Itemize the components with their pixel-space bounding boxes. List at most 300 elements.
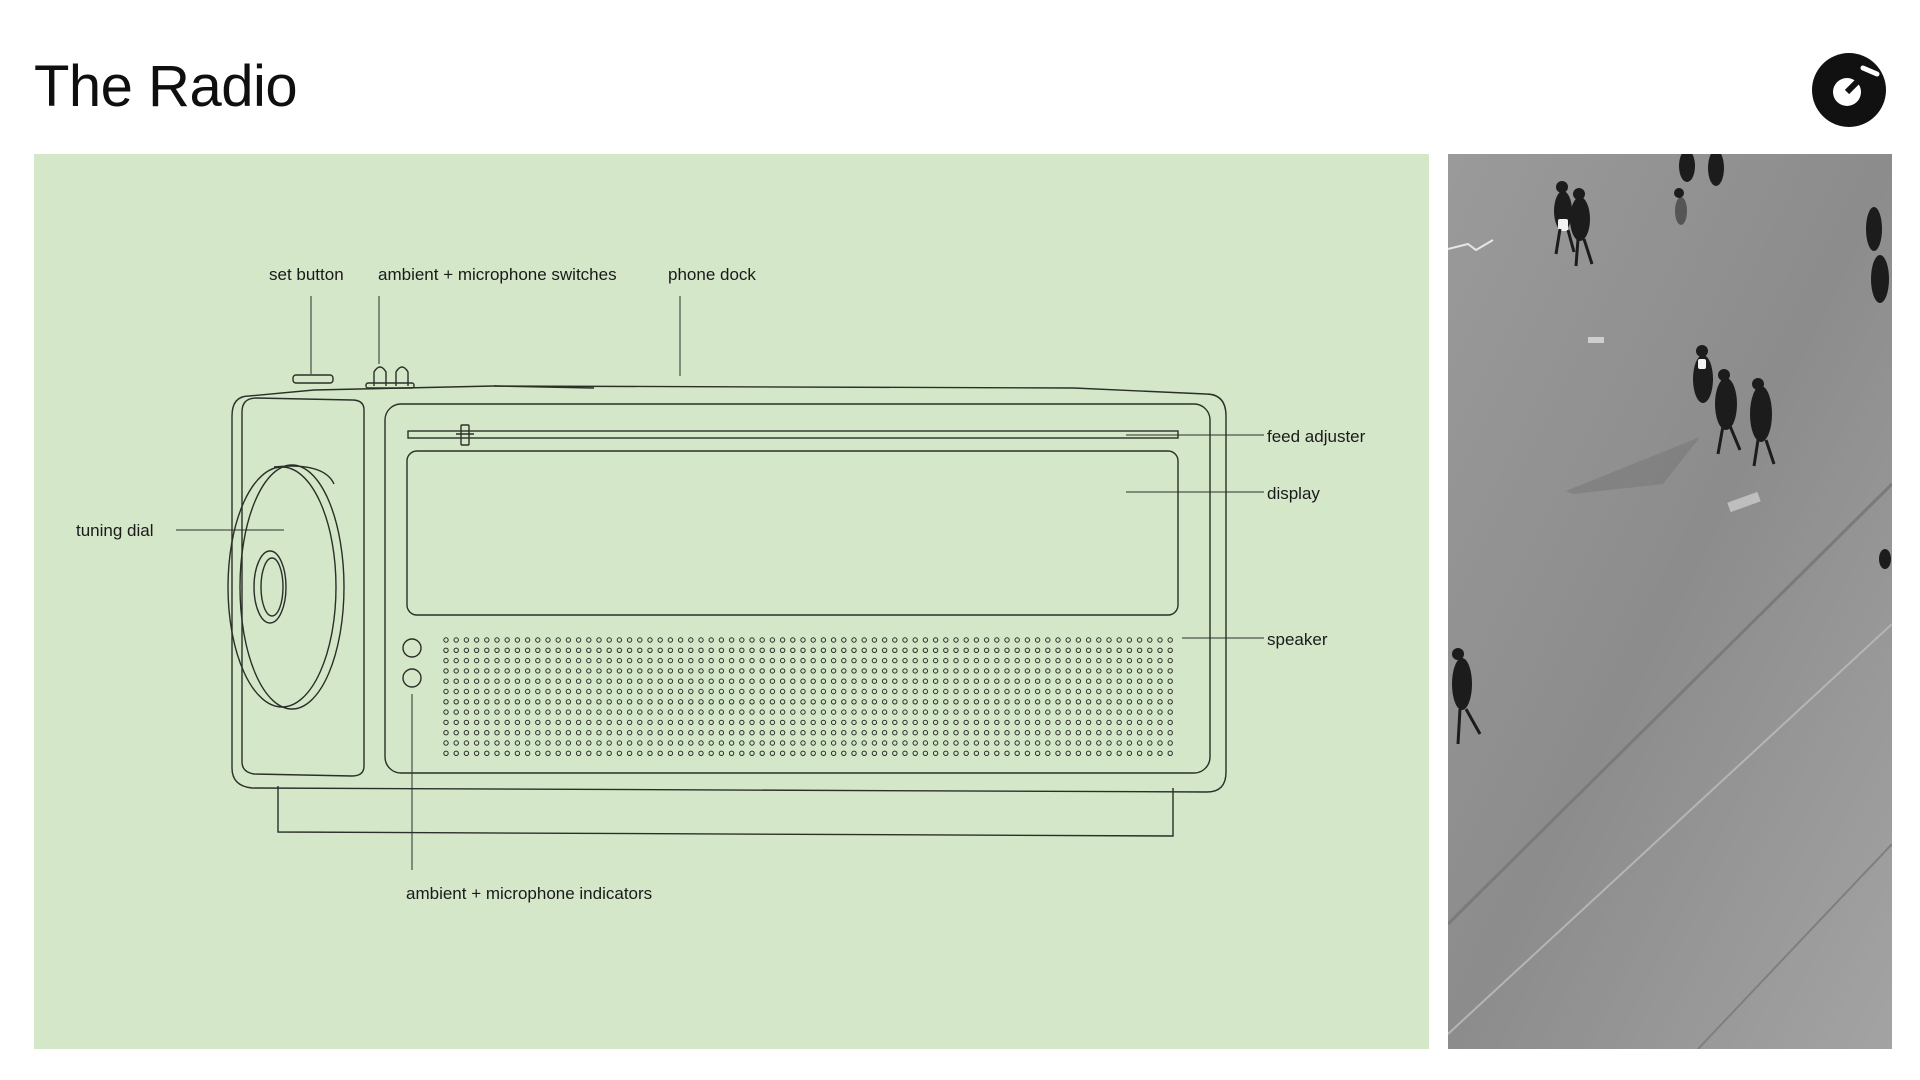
speaker-hole (627, 679, 631, 683)
speaker-hole (933, 648, 937, 652)
speaker-hole (515, 679, 519, 683)
speaker-hole (546, 689, 550, 693)
speaker-hole (648, 731, 652, 735)
speaker-hole (974, 751, 978, 755)
speaker-hole (995, 648, 999, 652)
speaker-hole (464, 700, 468, 704)
speaker-hole (1137, 669, 1141, 673)
speaker-hole (474, 648, 478, 652)
speaker-hole (1025, 710, 1029, 714)
speaker-hole (709, 731, 713, 735)
speaker-hole (719, 700, 723, 704)
speaker-hole (944, 751, 948, 755)
speaker-hole (1035, 741, 1039, 745)
speaker-hole (893, 658, 897, 662)
speaker-hole (893, 710, 897, 714)
speaker-hole (944, 679, 948, 683)
speaker-hole (597, 679, 601, 683)
speaker-hole (556, 669, 560, 673)
speaker-hole (587, 700, 591, 704)
speaker-hole (617, 689, 621, 693)
speaker-hole (556, 731, 560, 735)
speaker-hole (984, 648, 988, 652)
speaker-hole (740, 638, 744, 642)
speaker-hole (566, 689, 570, 693)
speaker-hole (811, 648, 815, 652)
speaker-hole (546, 638, 550, 642)
speaker-hole (1158, 669, 1162, 673)
speaker-hole (658, 731, 662, 735)
speaker-hole (1137, 720, 1141, 724)
speaker-hole (984, 751, 988, 755)
speaker-hole (821, 731, 825, 735)
speaker-hole (923, 720, 927, 724)
speaker-hole (750, 669, 754, 673)
speaker-hole (485, 648, 489, 652)
speaker-hole (444, 700, 448, 704)
speaker-hole (1097, 679, 1101, 683)
speaker-hole (893, 679, 897, 683)
speaker-hole (454, 710, 458, 714)
speaker-hole (1097, 731, 1101, 735)
speaker-hole (944, 689, 948, 693)
speaker-hole (1035, 689, 1039, 693)
speaker-hole (1046, 689, 1050, 693)
speaker-hole (658, 751, 662, 755)
speaker-hole (1025, 648, 1029, 652)
speaker-hole (974, 638, 978, 642)
speaker-hole (709, 648, 713, 652)
speaker-hole (525, 669, 529, 673)
speaker-hole (740, 720, 744, 724)
speaker-hole (872, 751, 876, 755)
speaker-hole (831, 731, 835, 735)
speaker-hole (627, 720, 631, 724)
speaker-hole (995, 700, 999, 704)
speaker-hole (607, 658, 611, 662)
speaker-hole (842, 720, 846, 724)
speaker-hole (536, 658, 540, 662)
speaker-hole (729, 689, 733, 693)
speaker-hole (1086, 689, 1090, 693)
speaker-hole (1035, 638, 1039, 642)
speaker-hole (699, 648, 703, 652)
speaker-hole (1086, 658, 1090, 662)
speaker-hole (760, 679, 764, 683)
speaker-hole (678, 751, 682, 755)
speaker-hole (821, 700, 825, 704)
speaker-hole (750, 751, 754, 755)
speaker-hole (505, 658, 509, 662)
speaker-hole (1015, 679, 1019, 683)
speaker-hole (699, 658, 703, 662)
speaker-hole (1107, 700, 1111, 704)
speaker-hole (933, 710, 937, 714)
speaker-hole (617, 638, 621, 642)
speaker-hole (1127, 669, 1131, 673)
speaker-hole (525, 638, 529, 642)
speaker-hole (811, 658, 815, 662)
speaker-hole (791, 710, 795, 714)
speaker-hole (474, 638, 478, 642)
speaker-hole (1158, 679, 1162, 683)
speaker-hole (1005, 638, 1009, 642)
speaker-hole (1127, 689, 1131, 693)
speaker-hole (740, 751, 744, 755)
speaker-hole (648, 700, 652, 704)
speaker-hole (872, 720, 876, 724)
speaker-hole (709, 679, 713, 683)
speaker-hole (1168, 669, 1172, 673)
speaker-hole (882, 700, 886, 704)
speaker-hole (780, 741, 784, 745)
speaker-hole (1076, 720, 1080, 724)
speaker-hole (760, 638, 764, 642)
speaker-hole (699, 751, 703, 755)
speaker-hole (964, 700, 968, 704)
speaker-hole (1066, 638, 1070, 642)
speaker-hole (587, 751, 591, 755)
speaker-hole (852, 710, 856, 714)
speaker-hole (964, 658, 968, 662)
speaker-hole (1015, 741, 1019, 745)
speaker-hole (893, 720, 897, 724)
speaker-hole (984, 710, 988, 714)
speaker-hole (709, 658, 713, 662)
speaker-hole (740, 658, 744, 662)
speaker-hole (1035, 669, 1039, 673)
speaker-hole (1117, 741, 1121, 745)
speaker-hole (648, 669, 652, 673)
speaker-hole (944, 658, 948, 662)
speaker-hole (525, 658, 529, 662)
speaker-hole (525, 731, 529, 735)
speaker-hole (699, 700, 703, 704)
speaker-hole (1076, 751, 1080, 755)
callout-feed-adjuster: feed adjuster (1267, 427, 1366, 446)
speaker-hole (913, 648, 917, 652)
speaker-hole (607, 679, 611, 683)
speaker-hole (862, 741, 866, 745)
speaker-hole (862, 710, 866, 714)
speaker-hole (913, 658, 917, 662)
speaker-hole (1137, 700, 1141, 704)
speaker-hole (536, 731, 540, 735)
speaker-hole (1107, 669, 1111, 673)
speaker-hole (974, 669, 978, 673)
speaker-hole (984, 720, 988, 724)
speaker-hole (1005, 741, 1009, 745)
speaker-hole (791, 700, 795, 704)
speaker-hole (770, 720, 774, 724)
speaker-hole (893, 648, 897, 652)
speaker-hole (627, 658, 631, 662)
speaker-hole (944, 648, 948, 652)
speaker-hole (933, 751, 937, 755)
speaker-hole (576, 689, 580, 693)
speaker-hole (444, 751, 448, 755)
speaker-hole (638, 679, 642, 683)
speaker-grille (444, 638, 1173, 756)
speaker-hole (1035, 720, 1039, 724)
speaker-hole (933, 700, 937, 704)
speaker-hole (831, 720, 835, 724)
speaker-hole (485, 669, 489, 673)
speaker-hole (872, 679, 876, 683)
speaker-hole (923, 669, 927, 673)
speaker-hole (495, 658, 499, 662)
speaker-hole (1046, 720, 1050, 724)
speaker-hole (566, 648, 570, 652)
speaker-hole (1137, 751, 1141, 755)
speaker-hole (617, 669, 621, 673)
speaker-hole (1107, 751, 1111, 755)
indicator-ambient (403, 639, 421, 657)
speaker-hole (1107, 720, 1111, 724)
speaker-hole (821, 658, 825, 662)
speaker-hole (556, 679, 560, 683)
speaker-hole (903, 648, 907, 652)
speaker-hole (587, 679, 591, 683)
speaker-hole (597, 648, 601, 652)
speaker-hole (933, 638, 937, 642)
speaker-hole (515, 741, 519, 745)
speaker-hole (729, 720, 733, 724)
speaker-hole (719, 689, 723, 693)
speaker-hole (719, 720, 723, 724)
speaker-hole (719, 679, 723, 683)
speaker-hole (740, 700, 744, 704)
speaker-hole (903, 679, 907, 683)
speaker-hole (923, 689, 927, 693)
speaker-hole (1107, 741, 1111, 745)
speaker-hole (842, 741, 846, 745)
speaker-hole (546, 731, 550, 735)
speaker-hole (801, 648, 805, 652)
speaker-hole (495, 710, 499, 714)
speaker-hole (566, 658, 570, 662)
speaker-hole (1025, 679, 1029, 683)
speaker-hole (770, 658, 774, 662)
speaker-hole (505, 741, 509, 745)
speaker-hole (668, 658, 672, 662)
speaker-hole (1086, 638, 1090, 642)
speaker-hole (831, 679, 835, 683)
speaker-hole (923, 658, 927, 662)
speaker-hole (1086, 741, 1090, 745)
speaker-hole (709, 741, 713, 745)
speaker-hole (944, 638, 948, 642)
speaker-hole (944, 700, 948, 704)
speaker-hole (1066, 679, 1070, 683)
speaker-hole (566, 751, 570, 755)
speaker-hole (566, 741, 570, 745)
speaker-hole (740, 741, 744, 745)
speaker-hole (1066, 751, 1070, 755)
speaker-hole (658, 700, 662, 704)
speaker-hole (842, 710, 846, 714)
speaker-hole (495, 751, 499, 755)
speaker-hole (1046, 741, 1050, 745)
speaker-hole (964, 731, 968, 735)
callout-speaker: speaker (1267, 630, 1328, 649)
speaker-hole (862, 720, 866, 724)
speaker-hole (831, 751, 835, 755)
speaker-hole (995, 751, 999, 755)
speaker-hole (923, 751, 927, 755)
speaker-hole (1035, 710, 1039, 714)
speaker-hole (995, 638, 999, 642)
speaker-hole (464, 731, 468, 735)
speaker-hole (525, 751, 529, 755)
speaker-hole (719, 648, 723, 652)
speaker-hole (1005, 720, 1009, 724)
speaker-hole (923, 731, 927, 735)
speaker-hole (801, 638, 805, 642)
speaker-hole (607, 720, 611, 724)
speaker-hole (689, 658, 693, 662)
speaker-hole (464, 648, 468, 652)
speaker-hole (1046, 679, 1050, 683)
speaker-hole (536, 679, 540, 683)
speaker-hole (862, 731, 866, 735)
speaker-hole (913, 741, 917, 745)
speaker-hole (1097, 700, 1101, 704)
speaker-hole (485, 638, 489, 642)
speaker-hole (801, 731, 805, 735)
speaker-hole (729, 731, 733, 735)
speaker-hole (1107, 710, 1111, 714)
speaker-hole (1148, 700, 1152, 704)
speaker-hole (464, 679, 468, 683)
speaker-hole (505, 710, 509, 714)
speaker-hole (872, 648, 876, 652)
speaker-hole (546, 648, 550, 652)
speaker-hole (1005, 710, 1009, 714)
speaker-hole (780, 638, 784, 642)
speaker-hole (638, 638, 642, 642)
speaker-hole (995, 741, 999, 745)
speaker-hole (566, 638, 570, 642)
speaker-hole (954, 741, 958, 745)
speaker-hole (678, 700, 682, 704)
feed-adjuster-rail (408, 431, 1178, 438)
speaker-hole (821, 741, 825, 745)
speaker-hole (780, 648, 784, 652)
speaker-hole (791, 751, 795, 755)
speaker-hole (1158, 710, 1162, 714)
speaker-hole (882, 710, 886, 714)
speaker-hole (648, 751, 652, 755)
speaker-hole (515, 710, 519, 714)
speaker-hole (1015, 720, 1019, 724)
speaker-hole (678, 638, 682, 642)
speaker-hole (1066, 710, 1070, 714)
speaker-hole (852, 648, 856, 652)
speaker-hole (995, 720, 999, 724)
speaker-hole (1035, 731, 1039, 735)
speaker-hole (842, 751, 846, 755)
speaker-hole (485, 731, 489, 735)
speaker-hole (1025, 731, 1029, 735)
speaker-hole (678, 679, 682, 683)
speaker-hole (862, 669, 866, 673)
speaker-hole (852, 658, 856, 662)
speaker-hole (903, 689, 907, 693)
speaker-hole (1056, 720, 1060, 724)
speaker-hole (872, 700, 876, 704)
speaker-hole (617, 658, 621, 662)
speaker-hole (760, 741, 764, 745)
speaker-hole (974, 658, 978, 662)
speaker-hole (525, 679, 529, 683)
speaker-hole (780, 720, 784, 724)
speaker-hole (1005, 679, 1009, 683)
speaker-hole (740, 710, 744, 714)
speaker-hole (740, 731, 744, 735)
speaker-hole (689, 679, 693, 683)
speaker-hole (515, 648, 519, 652)
speaker-hole (597, 689, 601, 693)
speaker-hole (689, 751, 693, 755)
speaker-hole (882, 669, 886, 673)
speaker-hole (1168, 638, 1172, 642)
speaker-hole (862, 700, 866, 704)
speaker-hole (1117, 658, 1121, 662)
speaker-hole (546, 669, 550, 673)
speaker-hole (923, 648, 927, 652)
speaker-hole (1127, 638, 1131, 642)
speaker-hole (536, 700, 540, 704)
speaker-hole (964, 720, 968, 724)
speaker-hole (995, 731, 999, 735)
speaker-hole (536, 720, 540, 724)
speaker-hole (913, 710, 917, 714)
speaker-hole (1056, 710, 1060, 714)
speaker-hole (954, 648, 958, 652)
speaker-hole (474, 751, 478, 755)
speaker-hole (1005, 731, 1009, 735)
speaker-hole (984, 700, 988, 704)
speaker-hole (648, 658, 652, 662)
callout-phone-dock: phone dock (668, 265, 756, 284)
speaker-hole (638, 648, 642, 652)
speaker-hole (842, 638, 846, 642)
speaker-hole (485, 751, 489, 755)
speaker-hole (1097, 648, 1101, 652)
speaker-hole (1168, 731, 1172, 735)
speaker-hole (893, 731, 897, 735)
speaker-hole (597, 638, 601, 642)
speaker-hole (607, 648, 611, 652)
speaker-hole (546, 658, 550, 662)
speaker-hole (1015, 638, 1019, 642)
speaker-hole (1056, 679, 1060, 683)
speaker-hole (882, 741, 886, 745)
speaker-hole (750, 648, 754, 652)
speaker-hole (617, 700, 621, 704)
speaker-hole (597, 751, 601, 755)
speaker-hole (903, 710, 907, 714)
speaker-hole (842, 679, 846, 683)
speaker-hole (689, 710, 693, 714)
speaker-hole (1086, 731, 1090, 735)
speaker-hole (576, 710, 580, 714)
speaker-hole (1015, 700, 1019, 704)
speaker-hole (811, 751, 815, 755)
speaker-hole (597, 669, 601, 673)
speaker-hole (1086, 710, 1090, 714)
